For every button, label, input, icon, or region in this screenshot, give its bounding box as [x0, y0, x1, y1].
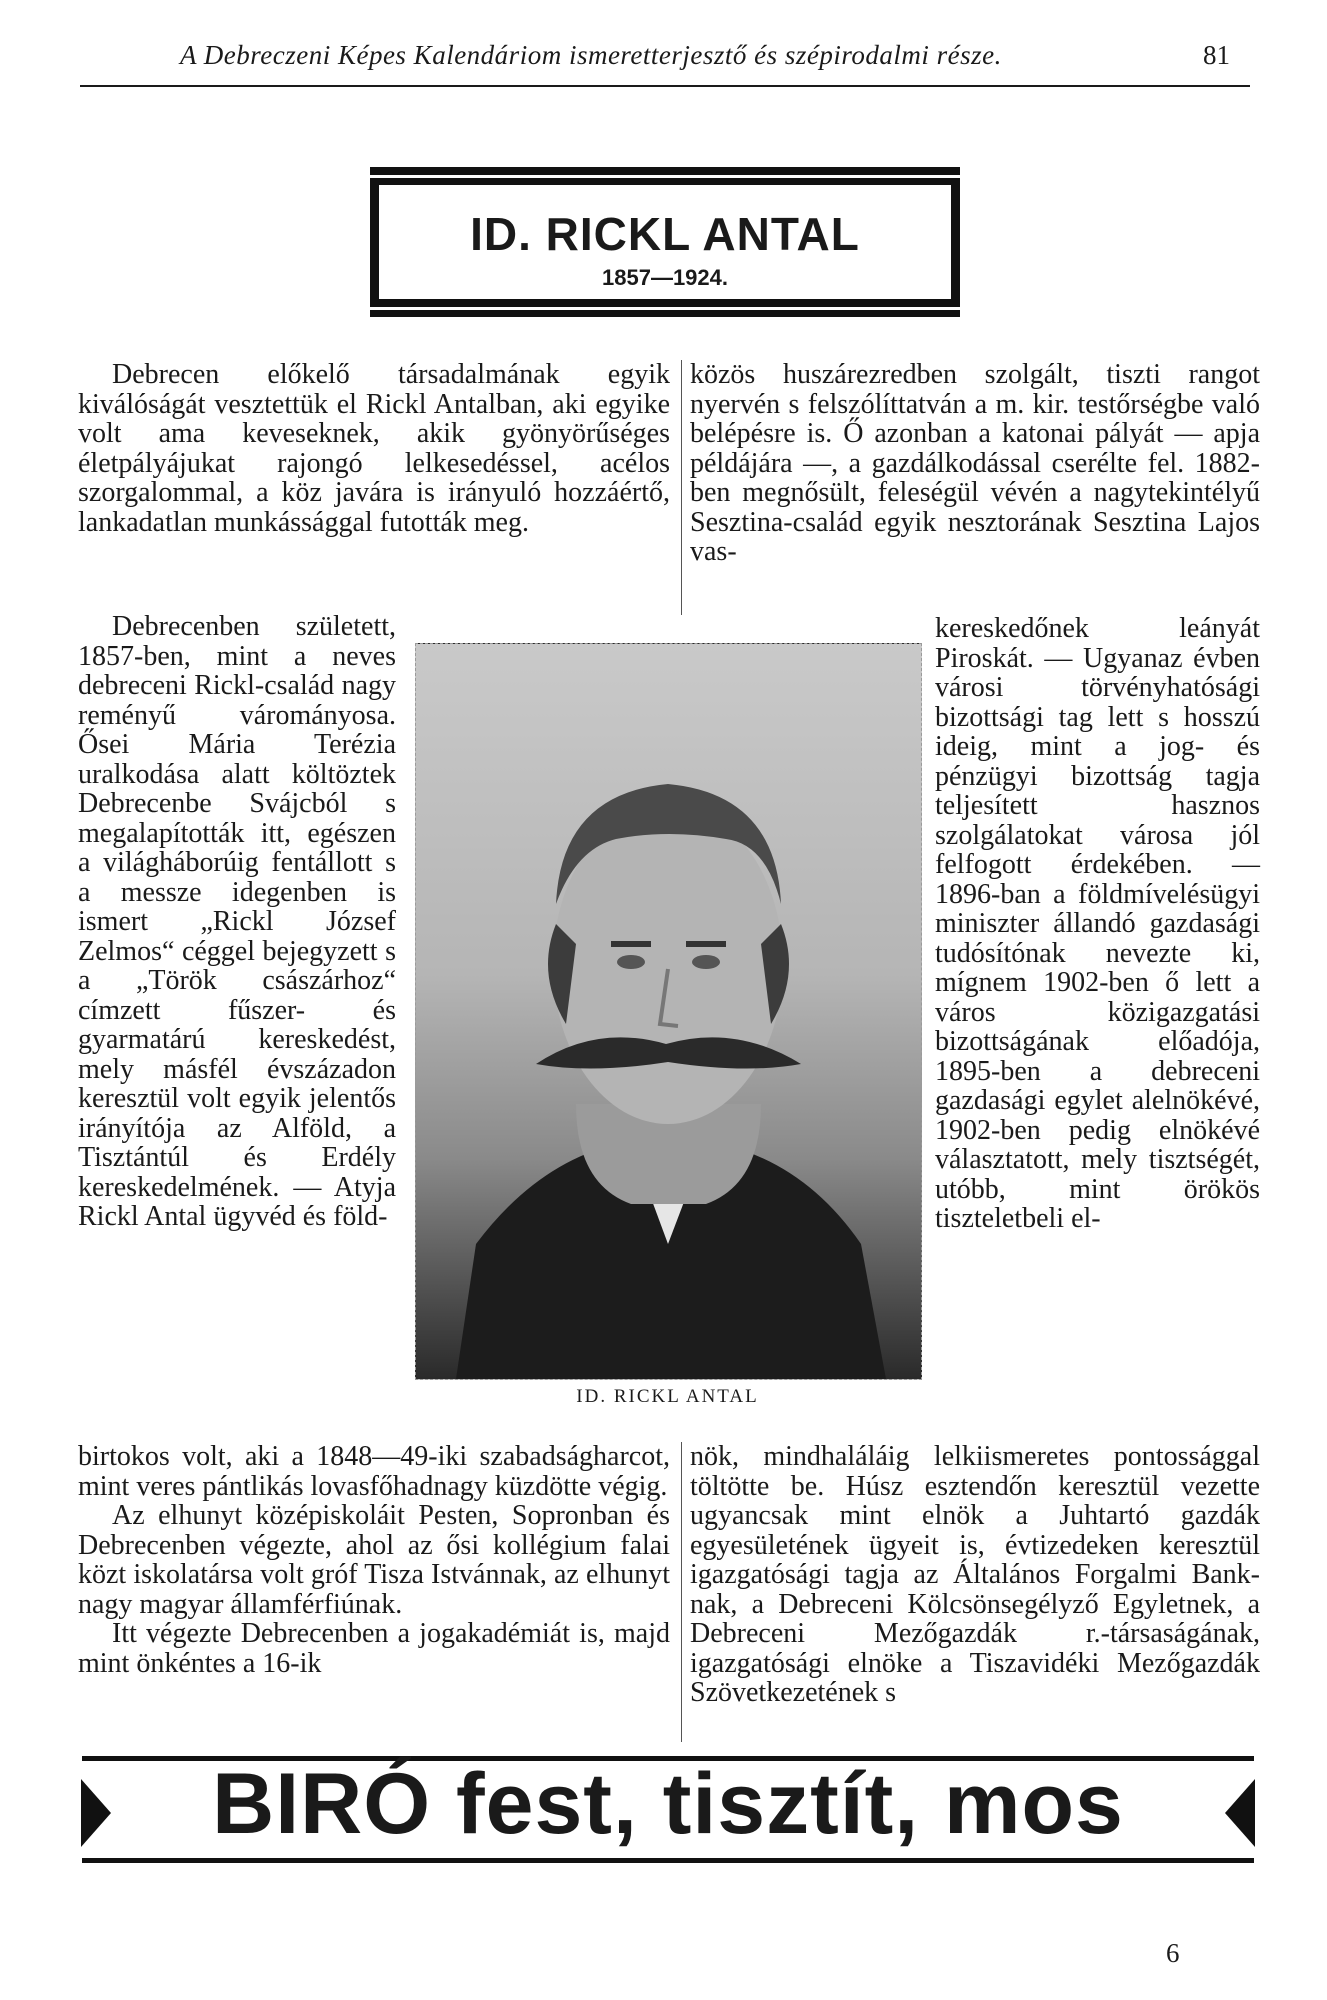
header-rule: [80, 85, 1250, 87]
portrait-photo: [415, 643, 922, 1380]
advertisement-banner: [82, 1756, 1254, 1863]
left-column-bottom: [78, 1442, 670, 1678]
left-column-narrow: [78, 612, 396, 1232]
paragraph: Debrecen előkelő társadalmának egyik kiválóságát vesztettük el Rickl Antalban, aki egyike volt ama keveseknek, akik gyönyörűséges életpályájukat rajongó lelkesedéssel, acélos szorgalommal, a köz javára is irányuló hozzáértő, lankadatlan munkássággal futották meg.: [78, 359, 670, 538]
right-column-narrow: [935, 614, 1260, 1234]
paragraph: Debrecenben született, 1857-ben, mint a neves debreceni Rickl-család nagy reményű várományosa. Ősei Mária Terézia uralkodása alatt költöztek Debrecenbe Svájcból s megalapították itt, egészen a világháborúig fentállott s a messze idegenben is ismert „Rickl József Zelmos“ céggel bejegyzett s a „Török császárhoz“ címzett fűszer- és gyarmatárú kereskedést, mely másfél évszázadon keresztül volt egyik jelentős irányítója az Alföld, a Tisztántúl és Erdély kereskedelmének. — Atyja Rickl Antal ügyvéd és föld-: [78, 611, 396, 1232]
advertisement-text: BIRÓ fest, tisztít, mos: [212, 1756, 1124, 1852]
paragraph: kereskedőnek leányát Piroskát. — Ugyanaz évben városi törvényhatósági bizottsági tag lett s hosszú ideig, mint a jog- és pénzügyi bizottság tagja teljesített hasznos szolgálatokat városa jól felfogott érdekében. — 1896-ban a földmívelésügyi miniszter állandó gazdasági tudósítónak nevezte ki, mígnem 1902-ben ő lett a város közigazgatási bizottságának előadója, 1895-ben a debreceni gazdasági egylet alelnökévé, 1902-ben pedig elnökévé választatott, mely tisztségét, utóbb, mint örökös tiszteletbeli el-: [935, 613, 1260, 1234]
title-frame: [370, 167, 960, 317]
article-years: 1857—1924.: [602, 265, 728, 290]
paragraph: Az elhunyt középiskoláit Pesten, Sopronban és Debrecenben végezte, ahol az ősi kollégium falai közt iskolatársa volt gróf Tisza Istvánnak, az elhunyt nagy magyar államférfiúnak.: [78, 1500, 670, 1620]
paragraph: birtokos volt, aki a 1848—49-iki szabadságharcot, mint veres pántlikás lovasfőhadnagy küzdötte végig.: [78, 1441, 670, 1502]
title-frame-bottom-bar: [370, 299, 960, 317]
column-rule-top: [681, 360, 682, 615]
article-title: ID. RICKL ANTAL: [470, 208, 860, 260]
arrow-left-icon: [1225, 1779, 1255, 1847]
paragraph: nök, mindhaláláig lelkiismeretes pontossággal töltötte be. Húsz esztendőn keresztül vezette ugyancsak mint elnök a Juhtartó gazdák egyesületének ügyeit is, évtizedeken keresztül igazgatósági tagja az Általános Forgalmi Bank-nak, a Debreceni Kölcsönsegélyző Egyletnek, a Debreceni Mezőgazdák r.-társaságának, igazgatósági elnöke a Tiszavidéki Mezőgazdák Szövetkezetének s: [690, 1441, 1260, 1708]
paragraph: közös huszárezredben szolgált, tiszti rangot nyervén s felszólíttatván a m. kir. testőrségbe való belépésre is. Ő azonban a katonai pályát — apja példájára —, a gazdálkodással cserélte fel. 1882-ben megnősült, feleségül vévén a nagytekintélyű Sesztina-család egyik nesztorának Sesztina Lajos vas-: [690, 359, 1260, 567]
title-frame-top-bar: [370, 167, 960, 185]
arrow-right-icon: [81, 1779, 111, 1847]
paragraph: Itt végezte Debrecenben a jogakadémiát is, majd mint önkéntes a 16-ik: [78, 1618, 670, 1679]
running-header: A Debreczeni Képes Kalendáriom ismeretterjesztő és szépirodalmi része.: [180, 40, 1002, 70]
left-column-top: [78, 360, 670, 537]
photo-caption: ID. RICKL ANTAL: [576, 1386, 759, 1407]
portrait-illustration: [416, 644, 921, 1379]
column-rule-bottom: [681, 1442, 682, 1742]
page-number: 81: [1203, 40, 1230, 70]
sheet-number: 6: [1166, 1938, 1180, 1968]
right-column-bottom: [690, 1442, 1260, 1708]
right-column-top: [690, 360, 1260, 567]
